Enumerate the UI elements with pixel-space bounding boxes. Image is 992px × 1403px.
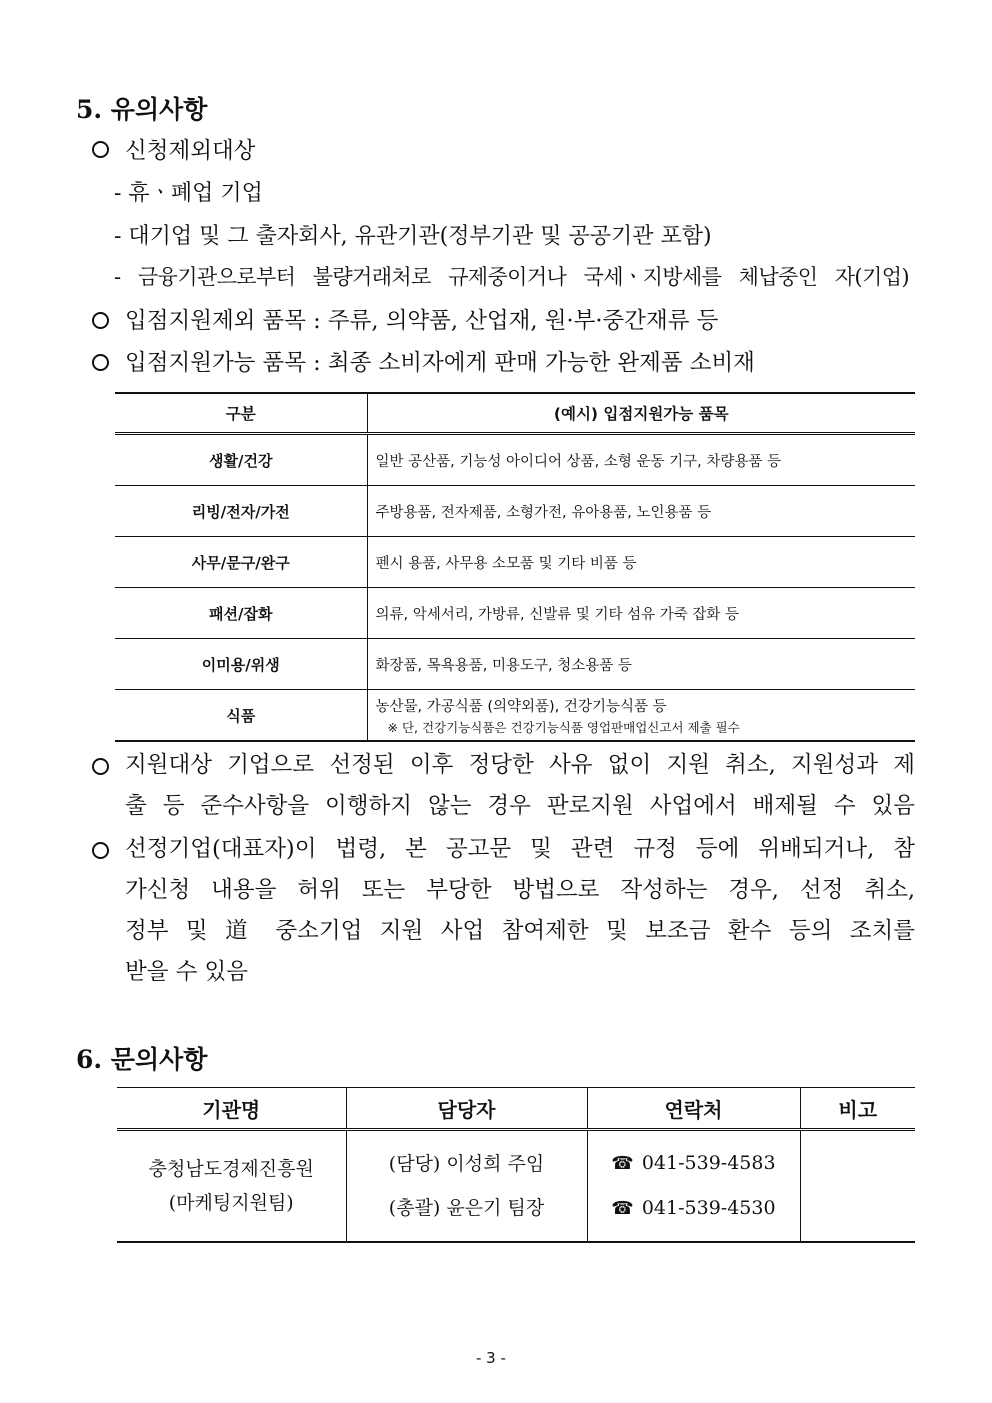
table-row — [115, 639, 915, 690]
category-cell: 식품 — [115, 690, 367, 742]
phone-cell — [587, 1130, 800, 1243]
column-header: 구분 — [115, 393, 367, 434]
column-header: 비고 — [800, 1088, 915, 1130]
column-header: (예시) 입점지원가능 품목 — [367, 393, 915, 434]
exclusion-item-1: - 휴ㆍ폐업 기업 — [114, 181, 263, 206]
items-cell: 주방용품, 전자제품, 소형가전, 유아용품, 노인용품 등 — [367, 486, 915, 537]
table-header-row — [117, 1088, 915, 1130]
items-cell: 화장품, 목욕용품, 미용도구, 청소용품 등 — [367, 639, 915, 690]
section-6-heading: 6. 문의사항 — [76, 1045, 208, 1074]
items-cell: 일반 공산품, 기능성 아이디어 상품, 소형 운동 기구, 차량용품 등 — [367, 434, 915, 486]
excluded-products: 입점지원제외 품목 : 주류, 의약품, 산업재, 원·부·중간재류 등 — [125, 308, 719, 334]
table-row — [115, 588, 915, 639]
section-5-heading: 5. 유의사항 — [76, 95, 208, 124]
contact-person-1: (담당) 이성희 주임 — [388, 1153, 545, 1175]
contact-table — [117, 1087, 915, 1243]
column-header: 담당자 — [346, 1088, 587, 1130]
phone-number-2: 041-539-4530 — [641, 1197, 776, 1219]
contact-person-cell — [346, 1130, 587, 1243]
organization-cell — [117, 1130, 346, 1243]
circle-bullet-icon — [92, 758, 109, 775]
table-row — [117, 1130, 915, 1243]
exclusion-title: 신청제외대상 — [125, 138, 256, 164]
circle-bullet-icon — [92, 842, 109, 859]
eligible-products: 입점지원가능 품목 : 최종 소비자에게 판매 가능한 완제품 소비재 — [125, 350, 755, 376]
exclusion-item-3: - 금융기관으로부터 불량거래처로 규제중이거나 국세ㆍ지방세를 체납중인 자(기업) — [114, 265, 909, 289]
circle-bullet-icon — [92, 312, 109, 329]
column-header: 기관명 — [117, 1088, 346, 1130]
table-row — [115, 690, 915, 742]
phone-line-1 — [589, 1141, 799, 1186]
circle-bullet-icon — [92, 141, 109, 158]
telephone-icon: ☎ — [611, 1153, 634, 1174]
table-row — [115, 537, 915, 588]
category-cell: 이미용/위생 — [115, 639, 367, 690]
violation-note-line-2: 가신청 내용을 허위 또는 부당한 방법으로 작성하는 경우, 선정 취소, — [125, 877, 915, 903]
category-cell: 생활/건강 — [115, 434, 367, 486]
remarks-cell — [800, 1130, 915, 1243]
compliance-note-line-2: 출 등 준수사항을 이행하지 않는 경우 판로지원 사업에서 배제될 수 있음 — [125, 793, 915, 819]
category-cell: 리빙/전자/가전 — [115, 486, 367, 537]
phone-line-2 — [589, 1186, 799, 1231]
eligible-products-table — [115, 392, 915, 742]
items-cell: 펜시 용품, 사무용 소모품 및 기타 비품 등 — [367, 537, 915, 588]
circle-bullet-icon — [92, 354, 109, 371]
table-row — [115, 434, 915, 486]
items-cell — [367, 690, 915, 742]
exclusion-item-2: - 대기업 및 그 출자회사, 유관기관(정부기관 및 공공기관 포함) — [114, 224, 712, 249]
column-header: 연락처 — [587, 1088, 800, 1130]
items-note: ※ 단, 건강기능식품은 건강기능식품 영업판매업신고서 제출 필수 — [387, 719, 740, 735]
category-cell: 사무/문구/완구 — [115, 537, 367, 588]
organization-name: 충청남도경제진흥원 — [148, 1158, 314, 1180]
violation-note-line-4: 받을 수 있음 — [125, 959, 248, 985]
violation-note-line-3: 정부 및 道 중소기업 지원 사업 참여제한 및 보조금 환수 등의 조치를 — [125, 918, 915, 944]
category-cell: 패션/잡화 — [115, 588, 367, 639]
violation-note-line-1: 선정기업(대표자)이 법령, 본 공고문 및 관련 규정 등에 위배되거나, 참 — [125, 836, 915, 862]
phone-number-1: 041-539-4583 — [641, 1152, 776, 1174]
organization-team: (마케팅지원팀) — [168, 1192, 294, 1214]
table-row — [115, 486, 915, 537]
page-number: - 3 - — [476, 1349, 506, 1367]
table-header-row — [115, 393, 915, 434]
compliance-note-line-1: 지원대상 기업으로 선정된 이후 정당한 사유 없이 지원 취소, 지원성과 제 — [125, 752, 915, 778]
contact-person-2: (총괄) 윤은기 팀장 — [388, 1197, 545, 1219]
telephone-icon: ☎ — [611, 1198, 634, 1219]
items-text: 농산물, 가공식품 (의약외품), 건강기능식품 등 — [375, 698, 667, 715]
items-cell: 의류, 악세서리, 가방류, 신발류 및 기타 섬유 가죽 잡화 등 — [367, 588, 915, 639]
